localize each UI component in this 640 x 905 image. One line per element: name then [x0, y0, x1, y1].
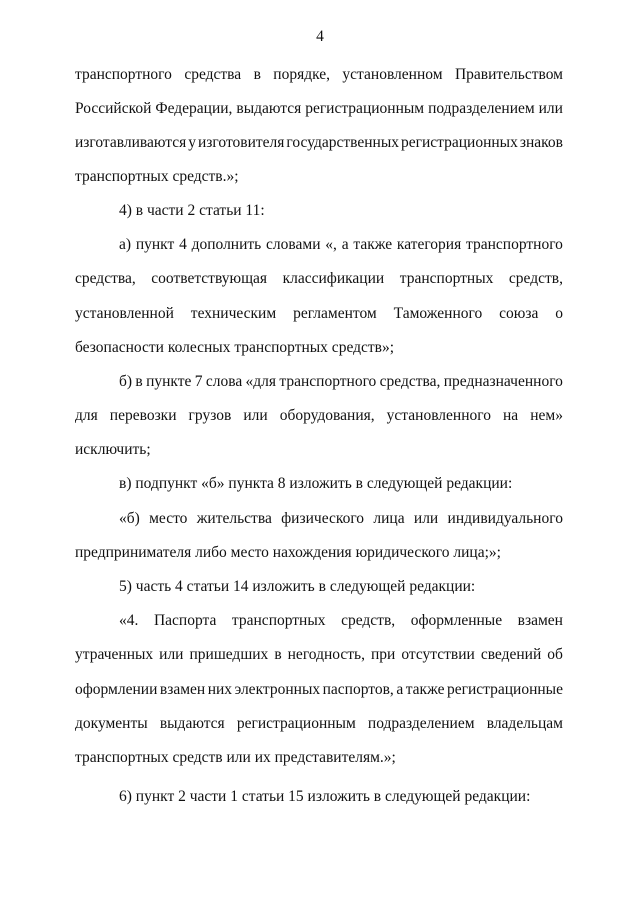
word: транспортных	[399, 270, 494, 287]
word: электронных	[234, 681, 321, 698]
word: взамен	[517, 612, 563, 629]
word: или	[243, 407, 268, 424]
word: них	[207, 681, 233, 698]
word: средств,	[341, 612, 396, 629]
word: в	[135, 373, 143, 390]
word: в	[253, 66, 261, 83]
word: при	[371, 646, 396, 663]
word: дополнить	[191, 236, 262, 253]
word: б)	[119, 373, 133, 390]
text-line	[119, 234, 563, 256]
word: у	[188, 134, 197, 151]
word: установленном	[342, 66, 443, 83]
word: средства,	[75, 270, 136, 287]
word: Паспорта	[153, 612, 217, 629]
word: пришедших	[189, 646, 269, 663]
word: сведений	[480, 646, 542, 663]
text-line	[75, 64, 563, 86]
word: на	[503, 407, 519, 424]
text-line	[75, 679, 563, 701]
text-line	[75, 303, 563, 325]
text-line	[75, 98, 563, 120]
word: техническим	[190, 305, 277, 322]
word: регламентом	[293, 305, 377, 322]
word: также	[353, 236, 393, 253]
word: или	[413, 510, 439, 527]
word: регистрационным	[305, 100, 425, 117]
word: оборудования,	[279, 407, 375, 424]
word: союза	[499, 305, 539, 322]
word: отсутствии	[401, 646, 475, 663]
word: подразделением	[367, 715, 475, 732]
word: 4	[179, 236, 187, 253]
word: категория	[396, 236, 462, 253]
word: 7	[194, 373, 203, 390]
text-line: предпринимателя либо место нахождения юридического лица;»;	[75, 544, 501, 561]
word: государственных	[286, 134, 399, 151]
word: предназначенного	[443, 373, 563, 390]
word: установленного	[386, 407, 491, 424]
word: порядке,	[273, 66, 331, 83]
text-line: безопасности колесных транспортных средств»;	[75, 339, 395, 356]
word: выдаются	[159, 715, 225, 732]
word: паспортов,	[322, 681, 394, 698]
word: соответствующая	[151, 270, 268, 287]
word: средства	[184, 66, 242, 83]
word: жительства	[196, 510, 272, 527]
word: транспортного	[75, 66, 172, 83]
word: документы	[75, 715, 148, 732]
word: изготавливаются	[75, 134, 187, 151]
word: «,	[325, 236, 337, 253]
word: Российской	[75, 100, 152, 117]
word: выдаются	[236, 100, 302, 117]
word: грузов	[188, 407, 232, 424]
word: или	[538, 100, 563, 117]
word: транспортного	[466, 236, 563, 253]
word: слова	[205, 373, 243, 390]
word: в	[274, 646, 282, 663]
word: регистрационные	[447, 681, 563, 698]
word: физического	[281, 510, 365, 527]
word: пункт	[135, 236, 175, 253]
word: для	[75, 407, 98, 424]
word: «б)	[119, 510, 140, 527]
word: о	[555, 305, 563, 322]
word: Правительством	[454, 66, 563, 83]
text-line: 5) часть 4 статьи 14 изложить в следующей редакции:	[119, 578, 476, 595]
word: взамен	[159, 681, 206, 698]
word: утраченных	[75, 646, 154, 663]
text-line: транспортных средств или их представителям.»;	[75, 749, 396, 766]
word: или	[159, 646, 184, 663]
word: также	[405, 681, 445, 698]
word: транспортных	[231, 612, 326, 629]
word: классификации	[282, 270, 385, 287]
word: негодность,	[287, 646, 366, 663]
word: регистрационным	[236, 715, 356, 732]
word: перевозки	[109, 407, 177, 424]
word: «4.	[119, 612, 139, 629]
text-line	[75, 405, 563, 427]
text-line	[119, 371, 563, 393]
text-line	[75, 713, 563, 735]
word: Таможенного	[393, 305, 483, 322]
word: средств,	[508, 270, 563, 287]
text-line: в) подпункт «б» пункта 8 изложить в следующей редакции:	[119, 475, 513, 492]
word: оформленные	[410, 612, 503, 629]
word: оформлении	[75, 681, 158, 698]
word: Федерации,	[155, 100, 233, 117]
word: а	[396, 681, 404, 698]
page-number: 4	[316, 28, 324, 45]
word: индивидуального	[447, 510, 563, 527]
word: транспортного	[279, 373, 377, 390]
text-line: транспортных средств.»;	[75, 168, 239, 185]
word: об	[547, 646, 563, 663]
word: владельцам	[486, 715, 563, 732]
word: словами	[266, 236, 321, 253]
word: пункте	[146, 373, 192, 390]
text-line: 4) в части 2 статьи 11:	[119, 202, 265, 219]
word: а)	[119, 236, 132, 253]
text-line	[75, 268, 563, 290]
word: знаков	[519, 134, 563, 151]
word: подразделением	[428, 100, 535, 117]
word: установленной	[75, 305, 174, 322]
word: лица	[373, 510, 405, 527]
text-line	[119, 610, 563, 632]
text-line	[75, 644, 563, 666]
word: средства,	[379, 373, 441, 390]
word: изготовителя	[198, 134, 285, 151]
text-line: 6) пункт 2 части 1 статьи 15 изложить в следующей редакции:	[119, 788, 531, 805]
word: «для	[245, 373, 277, 390]
text-line	[75, 132, 563, 154]
text-line	[119, 508, 563, 530]
word: нем»	[530, 407, 563, 424]
word: место	[149, 510, 188, 527]
text-line: исключить;	[75, 441, 151, 458]
word: а	[341, 236, 349, 253]
word: регистрационных	[401, 134, 518, 151]
